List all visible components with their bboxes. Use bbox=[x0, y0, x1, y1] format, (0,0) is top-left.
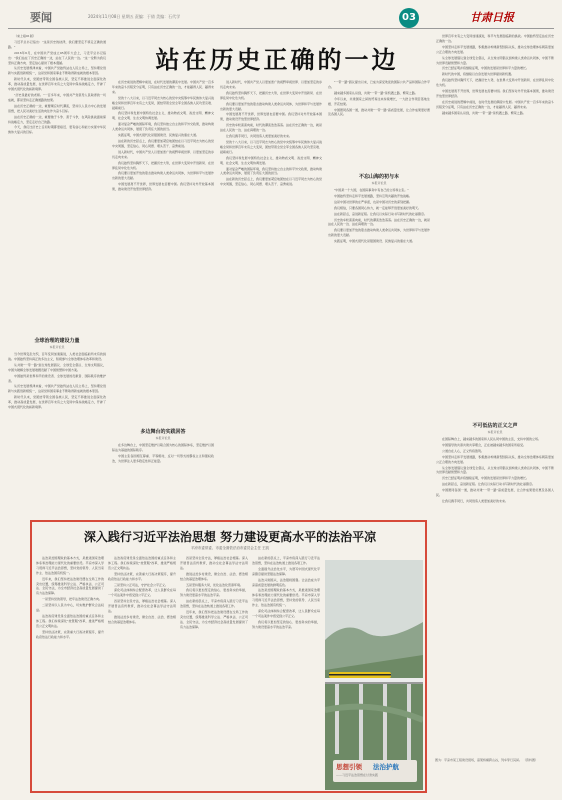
paragraph: 2016年6月，在中国共产党成立95周年大会上，习近平总书记指出："我们站在了历史正确的一边，站在了人民的一边。"这一论断为我们坚持正确方向、坚定信心提供了根本遵循。 bbox=[8, 50, 106, 65]
paragraph: 站在新的起点上，平凉市将深入践行习近平法治思想，坚持在法治轨道上推进各项工作。 bbox=[252, 556, 320, 565]
paragraph: 面对复杂严峻的国际环境，我们坚持独立自主的和平外交政策，推动构建人类命运共同体，展现了负责任大国的担当。 bbox=[112, 122, 214, 132]
paragraph: 中国坚持走和平发展道路，积极推动构建新型国际关系，推动全球治理体系朝着更加公正合理的方向发展。 bbox=[436, 454, 554, 464]
paragraph: 今天，我们比历史上任何时期都更接近、更有信心和能力实现中华民族伟大复兴的目标。 bbox=[8, 125, 106, 135]
logo-text-right: 法治护航 bbox=[373, 763, 399, 771]
subheading: 全球治理的建设力量 bbox=[34, 338, 80, 344]
subheading: 不忘山海的初与本 bbox=[358, 174, 399, 180]
subheading-byline: 本报评论员 bbox=[371, 181, 387, 185]
paragraph: 站在新的起点上，平凉市将深入践行习近平法治思想，坚持在法治轨道上推进各项工作。 bbox=[180, 599, 248, 609]
feature-headline: 深入践行习近平法治思想 努力建设更高水平的法治平凉 bbox=[83, 530, 377, 544]
paragraph: 近年来，我们坚持把法治建设摆在全局工作的突出位置，统筹推进科学立法、严格执法、公正司法、全民守法，为全市经济社会高质量发展提供了有力法治保障。 bbox=[180, 610, 248, 629]
article-column-2b bbox=[112, 443, 214, 515]
masthead-rule bbox=[8, 28, 554, 29]
subheading: 不可低估的正义之声 bbox=[472, 423, 518, 429]
paragraph: 中国倡导的共商共建共享理念，正在被越来越多的国家所接受。 bbox=[442, 442, 527, 447]
paragraph: 越来越多国家认识到，共建"一带一路"是机遇之路、繁荣之路。 bbox=[442, 110, 526, 115]
paper-name-logo: 甘肃日报 bbox=[470, 11, 514, 24]
feature-column-2 bbox=[108, 556, 176, 789]
subheading-byline: 本报评论员 bbox=[49, 345, 65, 349]
article-column-5b bbox=[436, 437, 554, 752]
paragraph: 党的十八大以来，以习近平同志为核心的党中央统筹中华民族伟大复兴战略全局和世界百年未有之大变局，团结带领全党全军全国各族人民攻坚克难、砥砺前行。 bbox=[220, 139, 322, 154]
paragraph: 三是坚持公正司法，守护社会公平正义。 bbox=[114, 582, 169, 587]
issue-meta: 2024年11月08日 星期五 责编：于倩 美编：石代学 bbox=[88, 14, 181, 19]
paragraph: 让我们携手同行，共同创造人类更加美好的未来。 bbox=[442, 498, 509, 503]
paragraph: 法治兴则国兴，法治强则国强。让法治成为平凉高质量发展的鲜明底色。 bbox=[252, 577, 320, 587]
article-column-4 bbox=[328, 80, 430, 170]
paragraph: 法治是治国理政的基本方式，是推进国家治理体系和治理能力现代化的重要依托。平凉市深入学习贯彻习近平法治思想，坚持党的领导、人民当家作主、依法治国有机统一。 bbox=[252, 588, 320, 608]
paragraph: 我们要以更加开放的姿态推动构建人类命运共同体，为世界和平与发展作出新的更大贡献。 bbox=[328, 228, 430, 238]
paragraph: 我们要以更加开放的姿态推动构建人类命运共同体，为世界和平与发展作出新的更大贡献。 bbox=[112, 171, 214, 181]
paragraph: 历史的车轮滚滚向前，时代的潮流浩浩荡荡。站在历史正确的一边，就是站在人民的一边、站在真理的一边。 bbox=[328, 217, 430, 227]
column-logo bbox=[333, 760, 417, 782]
paragraph: 历史已经证明并将继续证明，中国的发展是世界和平力量的增长。 bbox=[442, 66, 530, 71]
paragraph: 这是中国对世界的庄严承诺，也是中国对历史的深刻把握。 bbox=[334, 199, 413, 204]
article-column-5 bbox=[436, 34, 554, 419]
paragraph: 习近平总书记指出："这是历史的抉择，我们要坚定不移走正确的道路。" bbox=[8, 39, 106, 49]
paragraph: 中国主张各国相互尊重、平等相待，反对一切形式的霸权主义和强权政治，为世界注入更多稳定性和正能量。 bbox=[112, 453, 214, 463]
paragraph: 当今世界变乱交织，百年变局加速演进，人类社会面临前所未有的挑战。中国始终坚持真正的多边主义，积极参与全球治理体系改革和建设。 bbox=[8, 352, 106, 361]
article-column-2 bbox=[112, 80, 214, 425]
paragraph: 站在新起点，奋进新征程。让我们以实际行动书写新时代的壮丽篇章。 bbox=[334, 211, 428, 216]
paragraph: （来上接01版） bbox=[14, 34, 36, 38]
article-column-4b bbox=[328, 188, 430, 515]
paragraph: 今年以来，共建国家之间的贸易往来持续增长，一大批合作项目落地生根、开花结果。 bbox=[328, 96, 430, 106]
paragraph: 我们坚持和发展中国特色社会主义，推动物质文明、政治文明、精神文明、社会文明、生态文明协调发展。 bbox=[112, 111, 214, 121]
paragraph: 我们要以更加开放的姿态推动构建人类命运共同体，为世界和平与发展作出新的更大贡献。 bbox=[220, 101, 322, 111]
paragraph: 从历史发展规律来看，中国共产党始终站在人民立场上，坚持理论创新与实践创新相统一，这是党和国家事业不断取得新成就的根本原因。 bbox=[8, 384, 106, 394]
paragraph: 四是坚持全民守法，厚植法治社会根基。深入开展普法宣传教育，推动全社会尊法学法守法用法。 bbox=[180, 556, 248, 570]
logo-text-left: 思想引领 bbox=[336, 763, 362, 771]
paragraph: 在多边舞台上，中国坚定维护以联合国为核心的国际体系，坚定维护以国际法为基础的国际秩序。 bbox=[112, 443, 214, 452]
paragraph: 法治是治国理政的基本方式，是推进国家治理体系和治理能力现代化的重要依托。平凉市深入学习贯彻习近平法治思想，坚持党的领导、人民当家作主、依法治国有机统一。 bbox=[36, 556, 104, 575]
feature-column-3 bbox=[180, 556, 248, 789]
paragraph: 从全球发展倡议到全球安全倡议，从全球文明倡议到构建人类命运共同体，中国不断为世界贡献智慧和力量。 bbox=[436, 55, 554, 65]
logo-subtext: ——习近平法治思想在甘肃实践 bbox=[336, 773, 379, 777]
page-headline: 站在历史正确的一边 bbox=[155, 45, 399, 74]
paragraph: 中国始终坚持走和平发展道路，坚持互利共赢的开放战略。 bbox=[334, 193, 413, 198]
subheading-byline: 本报评论员 bbox=[487, 430, 503, 434]
feature-column-1 bbox=[36, 556, 104, 789]
paragraph: 中国愿同各国一道，推动共建"一带一路"高质量发展，让合作成果更好惠及各国人民。 bbox=[328, 107, 430, 117]
paragraph: 我们始终坚持胸怀天下，把握历史大势，在世界大变局中开创新局、在世界乱局中化危为机。 bbox=[436, 78, 554, 88]
paragraph: 二是坚持以人民为中心，切实维护群众合法权益。 bbox=[36, 603, 104, 613]
paragraph: 五是坚持服务大局，优化法治化营商环境。 bbox=[186, 582, 244, 587]
paragraph: 我们坚持和发展中国特色社会主义，推动物质文明、政治文明、精神文明、社会文明、生态文明协调发展。 bbox=[220, 155, 322, 165]
paragraph: 中国发展离不开世界，世界发展也需要中国。我们坚持对外开放基本国策，推动建设开放型世界经济。 bbox=[220, 112, 322, 122]
paragraph: 中国发展离不开世界，世界发展也需要中国。我们坚持对外开放基本国策，推动建设开放型世界经济。 bbox=[112, 182, 214, 192]
paragraph: 从全球发展倡议到全球安全倡议，从全球文明倡议到构建人类命运共同体，中国不断为世界贡献智慧和力量。 bbox=[436, 465, 554, 475]
paragraph: 坚持依法决策，完善重大行政决策程序，提升政府依法行政能力和水平。 bbox=[108, 571, 176, 581]
paragraph: 实践证明，中国式现代化是强国建设、民族复兴的康庄大道。 bbox=[118, 133, 200, 138]
paragraph: 在历史前进的逻辑中前进，在时代发展的潮流中发展。中国共产党一百多年来的奋斗历程充分证明，只有站在历史正确的一边，才能赢得人民、赢得未来。 bbox=[436, 99, 554, 109]
paragraph: 全面提升法治化水平，为谱写中国式现代化平凉篇章提供坚强法治保障。 bbox=[252, 566, 320, 576]
paragraph: 站在历史正确的一边，就要顺应时代潮流，坚持以人民为中心的发展思想，把人民对美好生活的向往作为奋斗目标。 bbox=[8, 103, 106, 113]
paragraph: 我们将以更加坚定的信心、更加务实的举措，努力建设更高水平的法治平凉。 bbox=[252, 619, 320, 629]
page-number-badge: 03 bbox=[399, 8, 419, 28]
bridge-train-photo bbox=[325, 560, 423, 790]
photo-caption: 图为：平凉市某工程建设现场，高架桥横跨山谷，列车穿行其间。 （资料图） bbox=[435, 758, 538, 762]
paragraph: 中国愿同各国一道，推动共建"一带一路"高质量发展，让合作成果更好惠及各国人民。 bbox=[436, 488, 554, 498]
paragraph: 深化司法体制综合配套改革，让人民群众在每一个司法案件中感受到公平正义。 bbox=[252, 609, 320, 618]
masthead bbox=[0, 0, 562, 30]
paragraph: 推进法治乡村建设，健全自治、法治、德治相结合的基层治理体系。 bbox=[108, 614, 176, 624]
paragraph: 法治政府建设是全面依法治国的重点任务和主体工程。我们持续深化"放管服"改革，推进严格规范公正文明执法。 bbox=[36, 613, 104, 628]
paragraph: 中国坚持走和平发展道路，积极推动构建新型国际关系，推动全球治理体系朝着更加公正合理的方向发展。 bbox=[436, 44, 554, 54]
paragraph: 站在新起点，奋进新征程。让我们以实际行动书写新时代的壮丽篇章。 bbox=[442, 482, 536, 487]
paragraph: 在历史前进的逻辑中前进，在时代发展的潮流中发展。中国共产党一百多年来的奋斗历程充分证明，只有站在历史正确的一边，才能赢得人民、赢得未来。 bbox=[112, 80, 214, 94]
paragraph: 我们始终坚持胸怀天下，把握历史大势，在世界大变局中开创新局、在世界乱局中化危为机。 bbox=[112, 160, 214, 170]
paragraph: 推进法治乡村建设，健全自治、法治、德治相结合的基层治理体系。 bbox=[180, 571, 248, 581]
paragraph: 法治政府建设是全面依法治国的重点任务和主体工程。我们持续深化"放管服"改革，推进严格规范公正文明执法。 bbox=[108, 556, 176, 570]
paragraph: 站在历史正确的一边，就要敢于斗争、善于斗争，在风险挑战面前保持战略定力，坚定走好自己的路。 bbox=[8, 114, 106, 124]
subheading-byline: 本报评论员 bbox=[155, 436, 171, 440]
paragraph: 近年来，我们坚持把法治建设摆在全局工作的突出位置，统筹推进科学立法、严格执法、公正司法、全民守法，为全市经济社会高质量发展提供了有力法治保障。 bbox=[36, 576, 104, 596]
article-column-1 bbox=[8, 34, 106, 334]
paragraph: 一是坚持党的领导，把牢法治建设正确方向。 bbox=[42, 597, 103, 602]
paragraph: 四是坚持全民守法，厚植法治社会根基。深入开展普法宣传教育，推动全社会尊法学法守法用法。 bbox=[108, 599, 176, 614]
feature-column-4 bbox=[252, 556, 320, 789]
paragraph: 历史的车轮滚滚向前，时代的潮流浩浩荡荡。站在历史正确的一边，就是站在人民的一边、站在真理的一边。 bbox=[220, 123, 322, 133]
paragraph: 历史已经证明并将继续证明，中国的发展是世界和平力量的增长。 bbox=[442, 476, 530, 481]
paragraph: 从历史发展规律来看，中国共产党始终站在人民立场上，坚持理论创新与实践创新相统一，这是党和国家事业不断取得新成就的根本原因。 bbox=[8, 66, 106, 76]
paragraph: 我们始终坚持胸怀天下，把握历史大势，在世界大变局中开创新局、在世界乱局中化危为机。 bbox=[220, 90, 322, 100]
paragraph: 新时代以来，党团结带领全国各族人民，坚定不移推进全面深化改革，推动高质量发展，在世界百年未有之大变局中保持战略定力，开辟了中国式现代化的崭新境界。 bbox=[8, 395, 106, 410]
paragraph: 进入新时代，中国共产党人以更加宽广的视野审视世界、以更加坚定的步伐走向未来。 bbox=[220, 80, 322, 89]
article-column-3 bbox=[220, 80, 322, 515]
paragraph: 进入新时代，中国共产党人以更加宽广的视野审视世界、以更加坚定的步伐走向未来。 bbox=[112, 149, 214, 159]
paragraph: "中国是一个大国，在国际事务中有自己的立场和主张。" bbox=[334, 188, 409, 192]
paragraph: 越来越多国家认识到，共建"一带一路"是机遇之路、繁荣之路。 bbox=[334, 90, 418, 95]
paragraph: 党的十八大以来，以习近平同志为核心的党中央统筹中华民族伟大复兴战略全局和世界百年未有之大变局，团结带领全党全军全国各族人民攻坚克难、砥砺前行。 bbox=[112, 95, 214, 110]
bridge-illustration bbox=[325, 560, 423, 790]
paragraph: 公道自在人心，正义终将胜利。 bbox=[442, 448, 485, 453]
paragraph: 在国际舞台上，越来越多的国家和人民认同中国的主张，支持中国的立场。 bbox=[442, 437, 542, 441]
paragraph: 站在新的历史起点上，我们要更加紧密地团结在以习近平同志为核心的党中央周围，坚定信心、同心同德、埋头苦干、奋勇前进。 bbox=[220, 177, 322, 187]
paragraph: 中国发展离不开世界，世界发展也需要中国。我们坚持对外开放基本国策，推动建设开放型世界经济。 bbox=[436, 89, 554, 98]
paragraph: 新时代的中国，将继续以自身发展为世界提供新机遇。 bbox=[442, 72, 515, 77]
paragraph: 面对复杂严峻的国际环境，我们坚持独立自主的和平外交政策，推动构建人类命运共同体，展现了负责任大国的担当。 bbox=[220, 166, 322, 176]
section-label: 要闻 bbox=[30, 11, 52, 24]
paragraph: 我们相信，只要各国同心协力，就一定能够开创更加美好的明天。 bbox=[334, 205, 422, 210]
paragraph: "一带一路"倡议提出以来，已成为深受欢迎的国际公共产品和国际合作平台。 bbox=[328, 80, 430, 89]
paragraph: 让我们携手同行，共同创造人类更加美好的未来。 bbox=[226, 134, 293, 139]
paragraph: 中国始终是世界和平的建设者、全球发展的贡献者、国际秩序的维护者。 bbox=[8, 373, 106, 383]
paragraph: 新时代以来，党团结带领全国各族人民，坚定不移推进全面深化改革，推动高质量发展，在世界百年未有之大变局中保持战略定力，开辟了中国式现代化的崭新境界。 bbox=[8, 77, 106, 92]
paragraph: 世界百年未有之大变局加速演进，和平与发展面临新的挑战。中国始终坚定站在历史正确的一边。 bbox=[436, 34, 554, 43]
subheading: 多边舞台的实践回答 bbox=[140, 429, 186, 435]
feature-byline: 平凉市委常委、市委全面依法治市委员会主任 王凯 bbox=[190, 546, 270, 550]
paragraph: "历史是最好的老师。"一百多年来，中国共产党领导人民取得的一切成就，都是坚持走正确道路的结果。 bbox=[8, 92, 106, 102]
paragraph: 坚持依法决策，完善重大行政决策程序，提升政府依法行政能力和水平。 bbox=[36, 629, 104, 639]
article-column-1b bbox=[8, 352, 106, 514]
paragraph: 我们将以更加坚定的信心、更加务实的举措，努力建设更高水平的法治平凉。 bbox=[180, 588, 248, 598]
paragraph: 从共建"一带一路"到全球发展倡议、全球安全倡议、全球文明倡议，中国为破解全球发展难题贡献了中国智慧和中国方案。 bbox=[8, 362, 106, 372]
paragraph: 实践证明，中国式现代化是强国建设、民族复兴的康庄大道。 bbox=[334, 239, 416, 244]
paragraph: 站在新的历史起点上，我们要更加紧密地团结在以习近平同志为核心的党中央周围，坚定信心、同心同德、埋头苦干、奋勇前进。 bbox=[112, 138, 214, 148]
paragraph: 深化司法体制综合配套改革，让人民群众在每一个司法案件中感受到公平正义。 bbox=[108, 588, 176, 598]
